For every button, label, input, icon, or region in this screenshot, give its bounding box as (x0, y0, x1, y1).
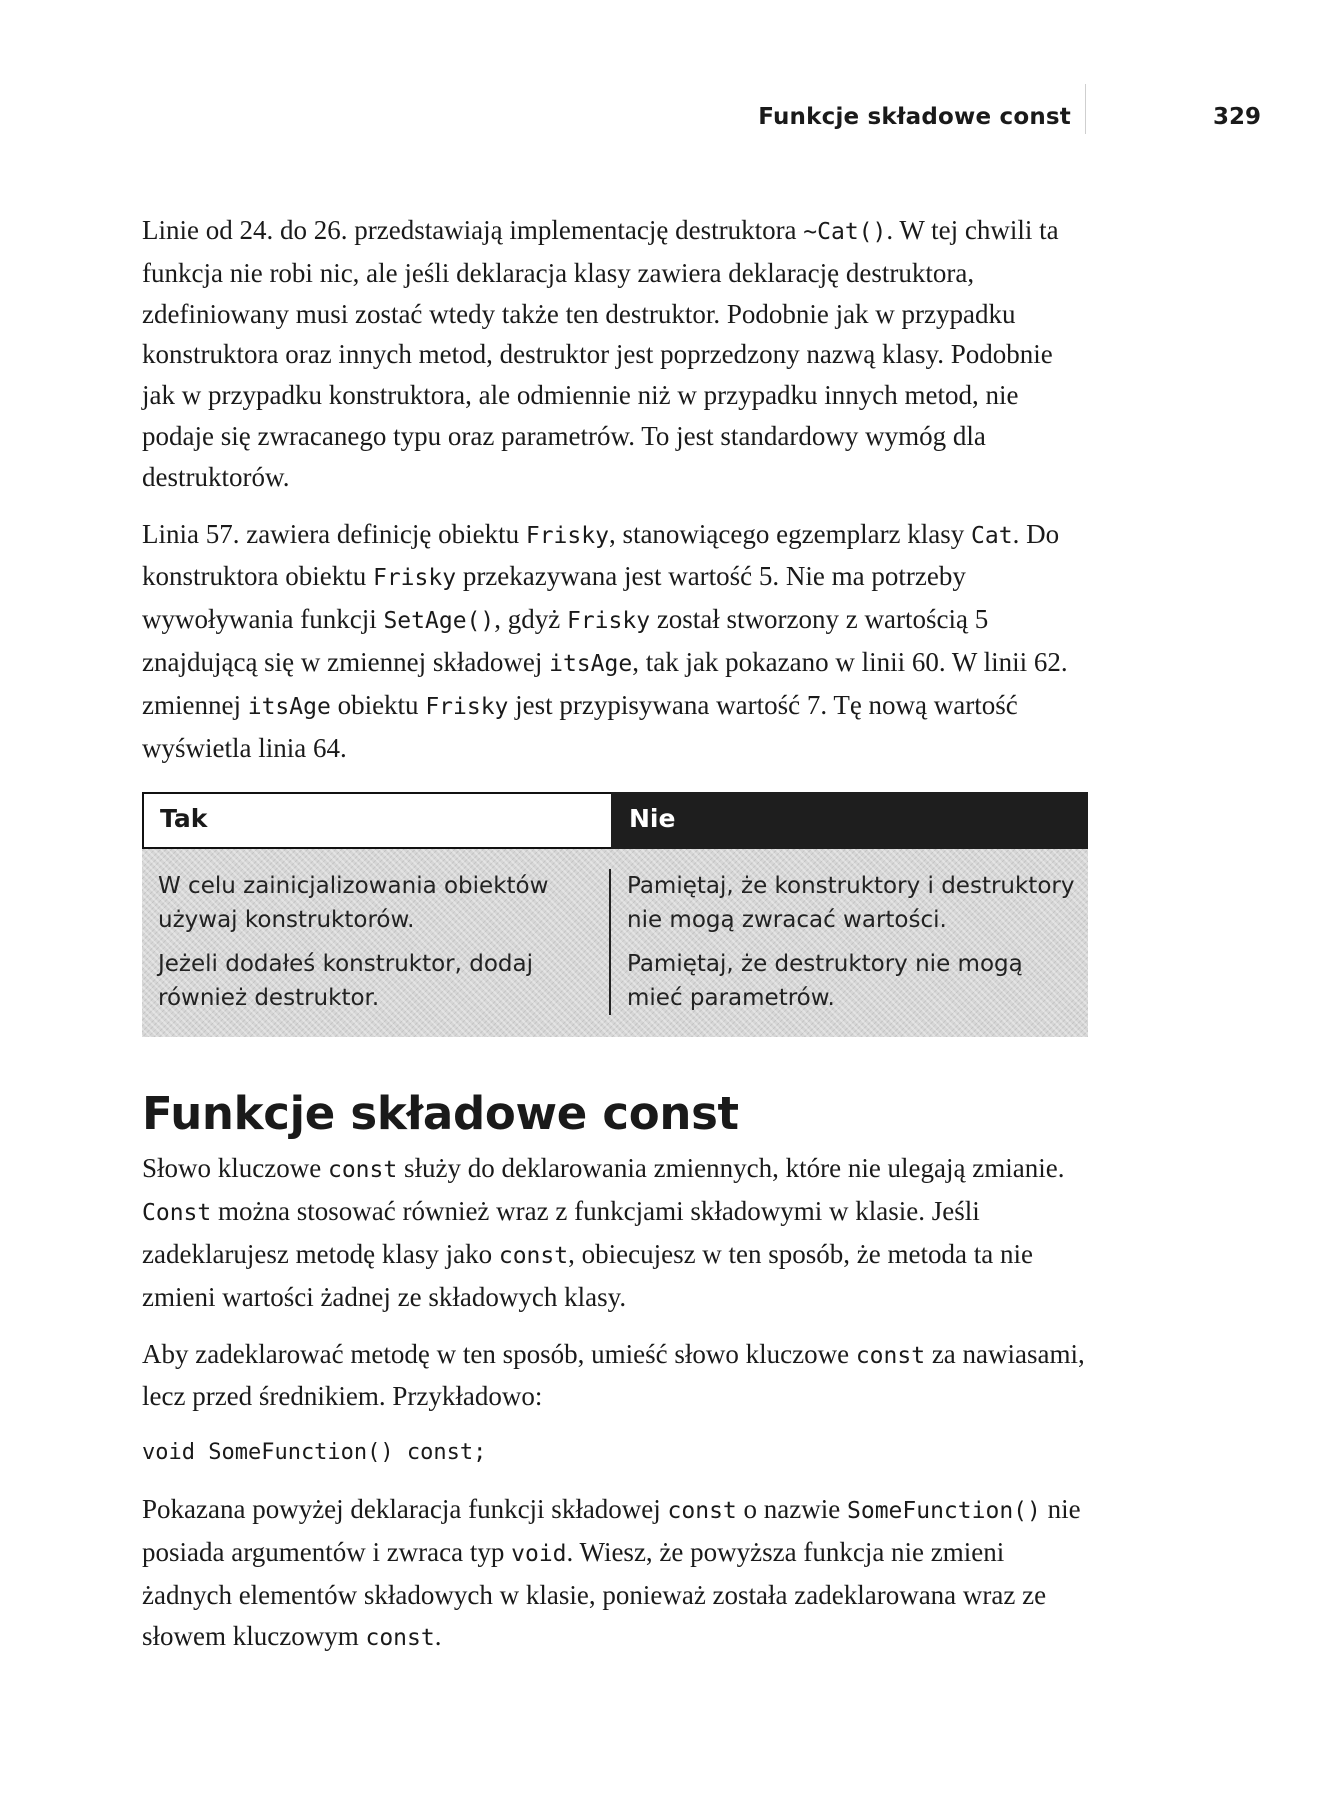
paragraph-declare-const: Aby zadeklarować metodę w ten sposób, umieść słowo kluczowe const za nawiasami, lecz przed średnikiem. Przykładowo: (142, 1338, 1085, 1412)
section-heading: Funkcje składowe const (142, 1087, 739, 1141)
dont-item: Pamiętaj, że destruktory nie mogą mieć parametrów. (627, 951, 1023, 1012)
dont-column (611, 869, 1088, 1015)
page-content (142, 210, 1088, 1674)
page-header (0, 0, 1339, 140)
paragraph-destructor: Linie od 24. do 26. przedstawiają implementację destruktora ~Cat(). W tej chwili ta funkcja nie robi nic, ale jeśli deklaracja klasy zawiera deklarację destruktora, zdefiniowany musi zostać wtedy także ten destruktor. Podobnie jak w przypadku konstruktora oraz innych metod, destruktor jest poprzedzony nazwą klasy. Podobnie jak w przypadku konstruktora, ale odmiennie niż w przypadku innych metod, nie podaje się zwracanego typu oraz parametrów. To jest standardowy wymóg dla destruktorów. (142, 215, 1059, 492)
header-divider (1085, 84, 1086, 134)
code-listing: void SomeFunction() const; (142, 1440, 487, 1466)
paragraph-somefunction: Pokazana powyżej deklaracja funkcji składowej const o nazwie SomeFunction() nie posiada argumentów i zwraca typ void. Wiesz, że powyższa funkcja nie zmieni żadnych elementów składowych w klasie, ponieważ została zadeklarowana wraz ze słowem kluczowym const. (142, 1494, 1081, 1651)
dont-header: Nie (611, 792, 1088, 849)
running-title: Funkcje składowe const (758, 104, 1071, 130)
paragraph-frisky: Linia 57. zawiera definicję obiektu Frisky, stanowiącego egzemplarz klasy Cat. Do konstruktora obiektu Frisky przekazywana jest wartość 5. Nie ma potrzeby wywoływania funkcji SetAge(), gdyż Frisky został stworzony z wartością 5 znajdującą się w zmiennej składowej itsAge, tak jak pokazano w linii 60. W linii 62. zmiennej itsAge obiektu Frisky jest przypisywana wartość 7. Tę nową wartość wyświetla linia 64. (142, 518, 1068, 763)
do-header: Tak (142, 792, 611, 849)
do-dont-header-row (142, 792, 1088, 849)
do-dont-table (142, 792, 1088, 1037)
do-item: Jeżeli dodałeś konstruktor, dodaj również destruktor. (158, 951, 534, 1012)
do-column (142, 869, 611, 1015)
dont-item: Pamiętaj, że konstruktory i destruktory nie mogą zwracać wartości. (627, 873, 1075, 934)
do-dont-body (142, 849, 1088, 1037)
page-number: 329 (1213, 104, 1262, 130)
paragraph-const-keyword: Słowo kluczowe const służy do deklarowania zmiennych, które nie ulegają zmianie. Const można stosować również wraz z funkcjami składowymi w klasie. Jeśli zadeklarujesz metodę klasy jako const, obiecujesz w ten sposób, że metoda ta nie zmieni wartości żadnej ze składowych klasy. (142, 1153, 1065, 1312)
do-item: W celu zainicjalizowania obiektów używaj konstruktorów. (158, 873, 549, 934)
